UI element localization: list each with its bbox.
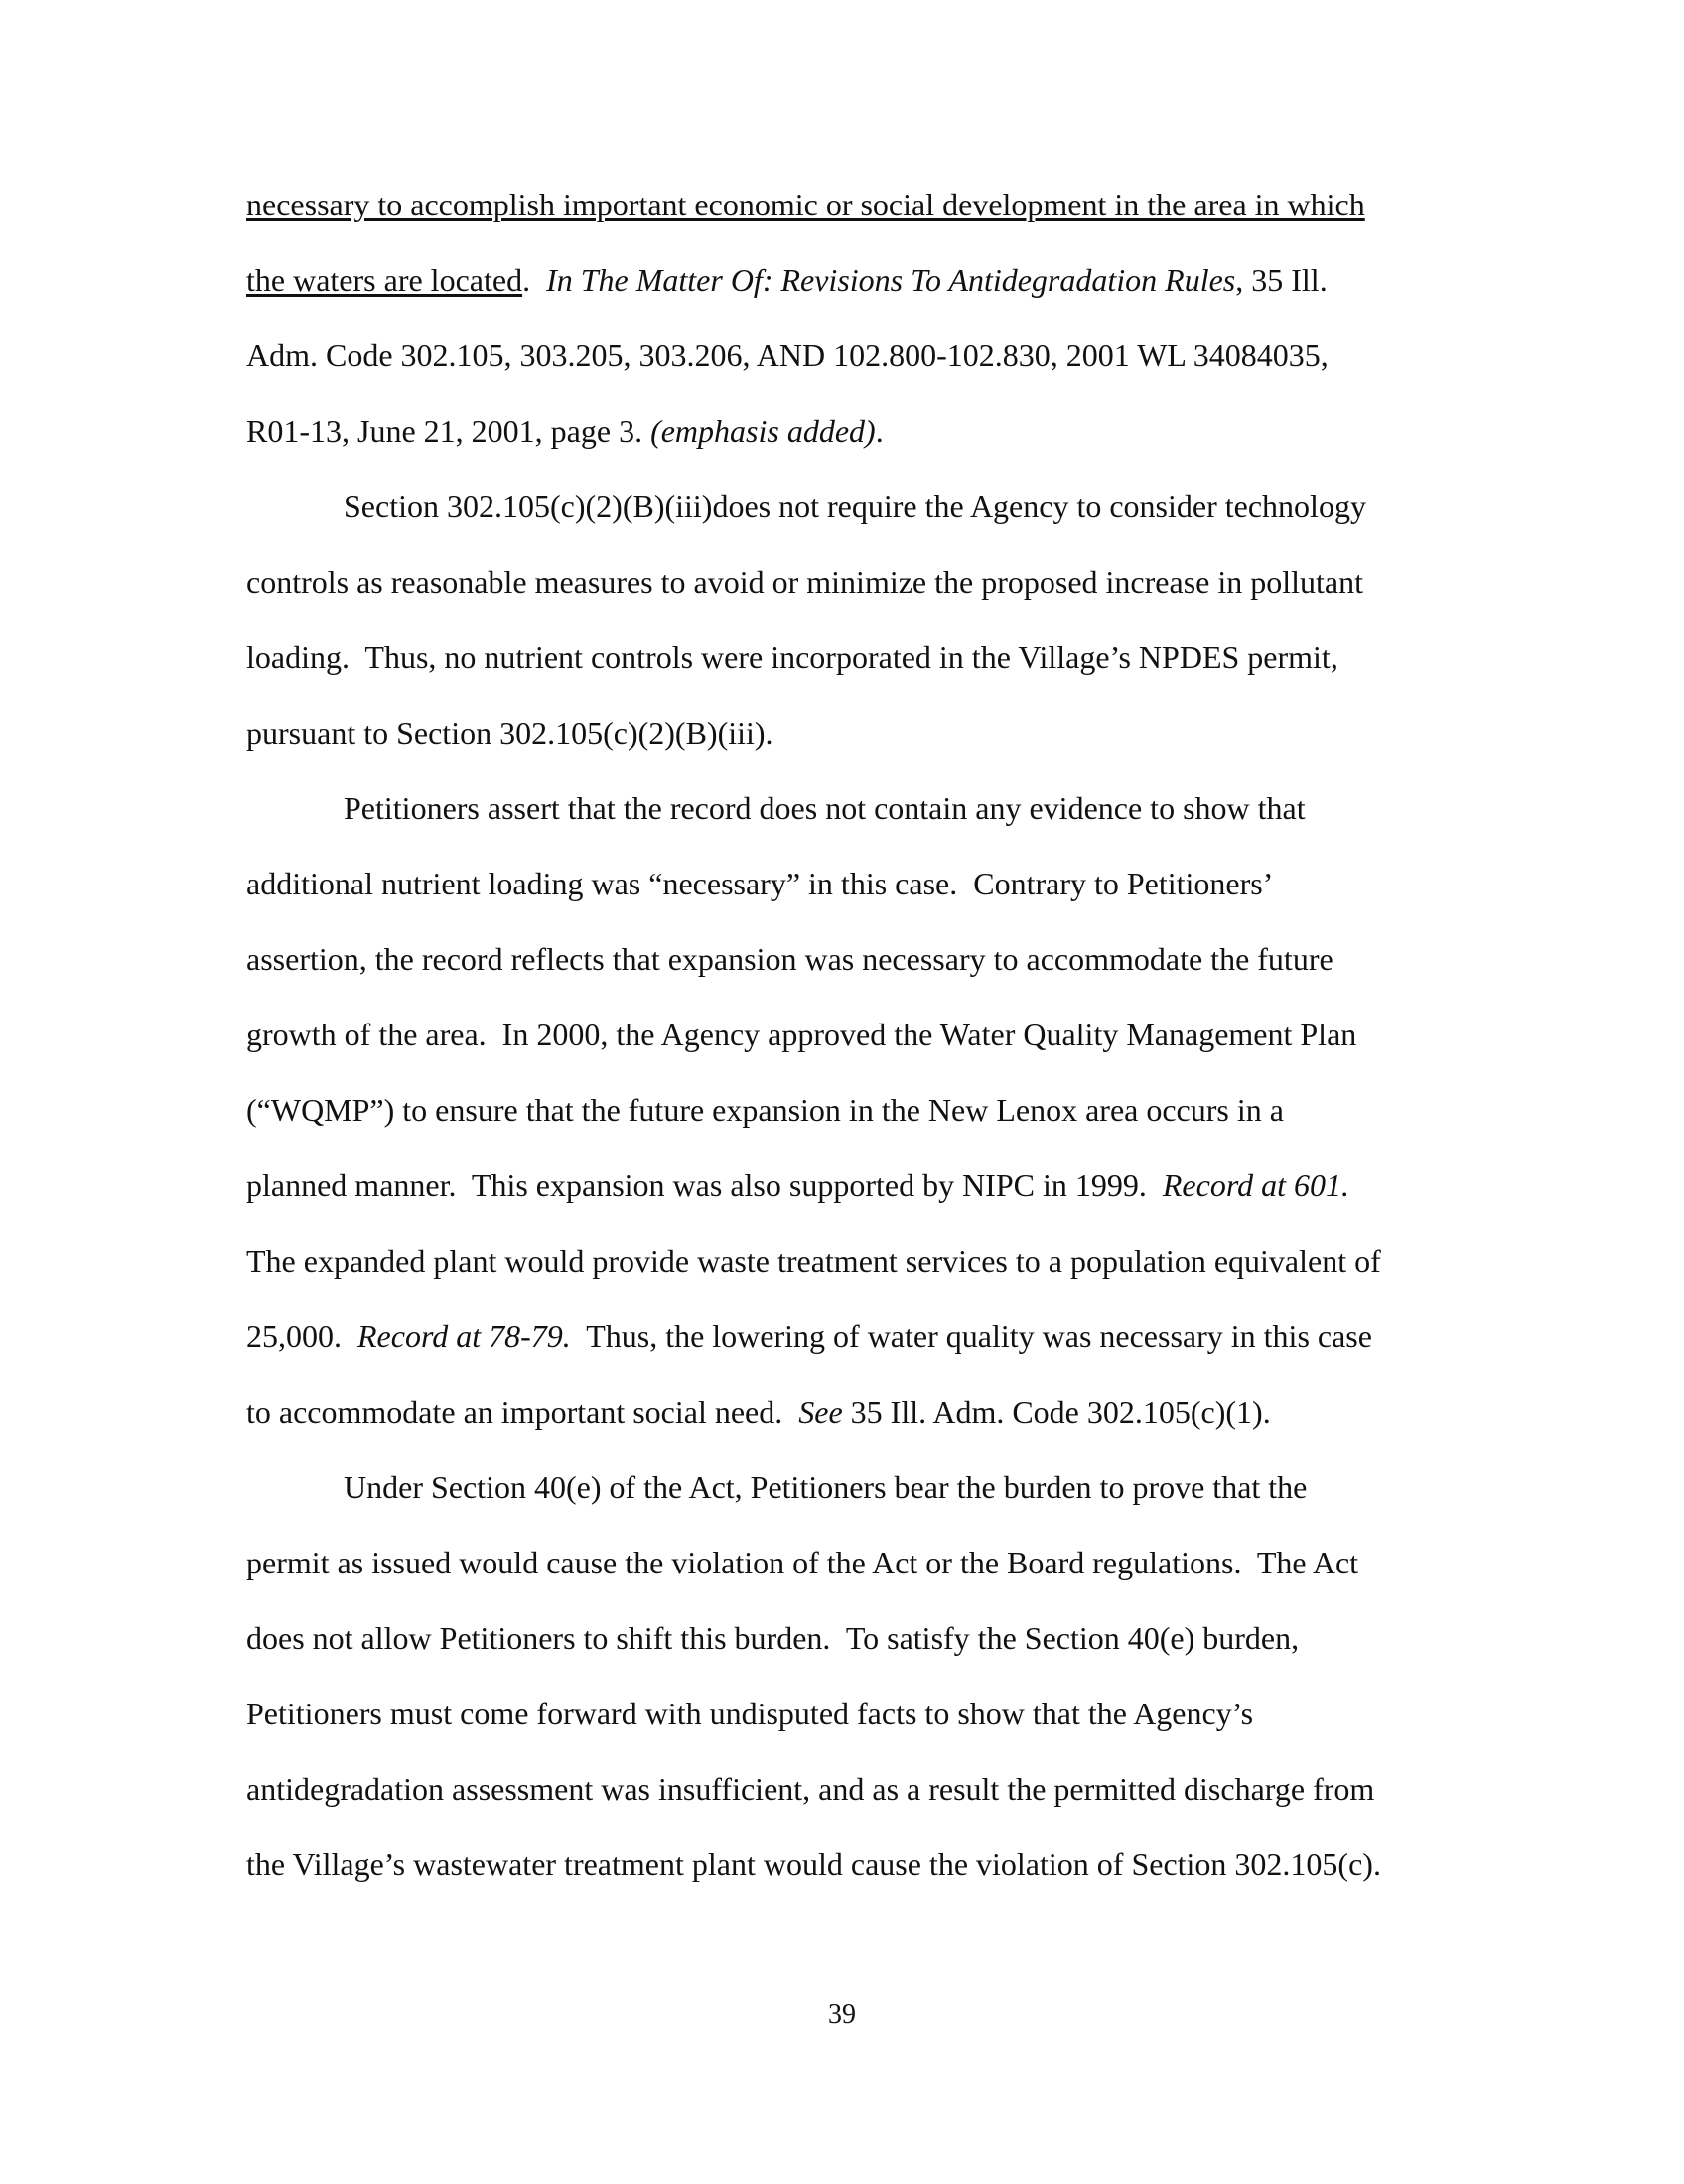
p4-line-2: permit as issued would cause the violation of the Act or the Board regulations. The Act <box>246 1545 1359 1580</box>
p2-line-3: loading. Thus, no nutrient controls were incorporated in the Village’s NPDES permit, <box>246 639 1338 675</box>
record-citation: Record at 601. <box>1162 1167 1349 1203</box>
p4-line-3: does not allow Petitioners to shift this burden. To satisfy the Section 40(e) burden, <box>246 1620 1300 1656</box>
p1-line-4 <box>246 393 1438 469</box>
text-span: , 35 Ill. <box>1235 262 1328 298</box>
p4-line-4: Petitioners must come forward with undisputed facts to show that the Agency’s <box>246 1696 1254 1731</box>
p4-line-5: antidegradation assessment was insufficient, and as a result the permitted discharge from <box>246 1771 1375 1807</box>
text-span: R01-13, June 21, 2001, page 3. <box>246 413 651 449</box>
text-span: Thus, the lowering of water quality was necessary in this case <box>570 1318 1372 1354</box>
p1-line-3: Adm. Code 302.105, 303.205, 303.206, AND 102.800-102.830, 2001 WL 34084035, <box>246 338 1329 373</box>
p3-line-1: Petitioners assert that the record does not contain any evidence to show that <box>344 790 1306 826</box>
p4-line-1: Under Section 40(e) of the Act, Petitioners bear the burden to prove that the <box>344 1469 1308 1505</box>
p3-line-4: growth of the area. In 2000, the Agency approved the Water Quality Management Plan <box>246 1017 1357 1052</box>
text-span: . <box>875 413 884 449</box>
text-span: 35 Ill. Adm. Code 302.105(c)(1). <box>842 1394 1271 1430</box>
p3-line-8 <box>246 1298 1438 1374</box>
underlined-text: necessary to accomplish important economic or social development in the area in which <box>246 187 1365 222</box>
see-signal: See <box>798 1394 843 1430</box>
p2-line-4: pursuant to Section 302.105(c)(2)(B)(iii). <box>246 715 773 751</box>
text-span: 25,000. <box>246 1318 357 1354</box>
p3-line-2: additional nutrient loading was “necessary” in this case. Contrary to Petitioners’ <box>246 866 1274 901</box>
text-span: planned manner. This expansion was also supported by NIPC in 1999. <box>246 1167 1163 1203</box>
body-text <box>246 167 1438 1902</box>
p1-line-1 <box>246 167 1438 242</box>
underlined-text: the waters are located <box>246 262 523 298</box>
p2-line-1: Section 302.105(c)(2)(B)(iii)does not require the Agency to consider technology <box>344 488 1366 524</box>
p4-line-6: the Village’s wastewater treatment plant would cause the violation of Section 302.105(c). <box>246 1846 1381 1882</box>
text-span: . <box>522 262 547 298</box>
page-number: 39 <box>828 1999 856 2030</box>
emphasis-note: (emphasis added) <box>650 413 876 449</box>
p3-line-3: assertion, the record reflects that expansion was necessary to accommodate the future <box>246 941 1333 977</box>
p3-line-7: The expanded plant would provide waste treatment services to a population equivalent of <box>246 1243 1381 1279</box>
p1-line-2 <box>246 242 1438 318</box>
p2-line-2: controls as reasonable measures to avoid or minimize the proposed increase in pollutant <box>246 564 1363 600</box>
case-citation: In The Matter Of: Revisions To Antidegradation Rules <box>546 262 1236 298</box>
text-span: to accommodate an important social need. <box>246 1394 799 1430</box>
p3-line-9 <box>246 1374 1438 1449</box>
record-citation: Record at 78-79. <box>357 1318 571 1354</box>
p3-line-5: (“WQMP”) to ensure that the future expansion in the New Lenox area occurs in a <box>246 1092 1284 1128</box>
p3-line-6 <box>246 1148 1438 1223</box>
